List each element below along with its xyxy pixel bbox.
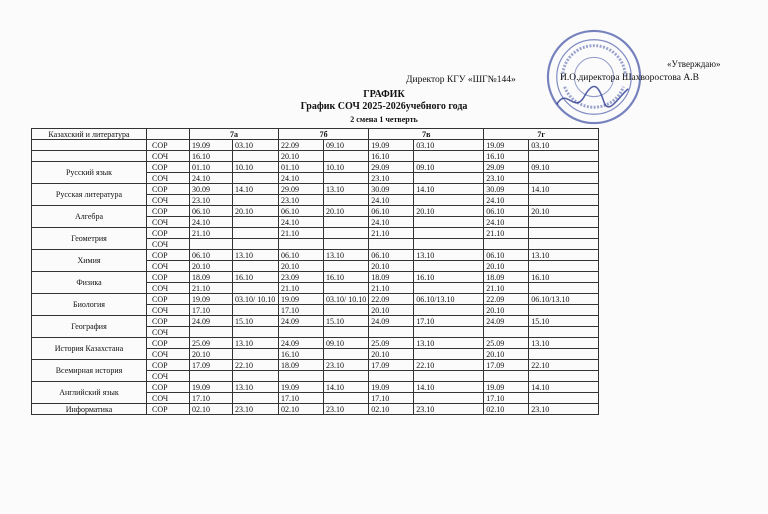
date-cell <box>233 349 279 360</box>
assessment-type: СОЧ <box>147 195 190 206</box>
date-cell: 24.10 <box>369 217 414 228</box>
class-header-0: 7а <box>190 129 279 140</box>
date-cell: 13.10 <box>529 338 599 349</box>
table-row <box>32 250 599 261</box>
date-cell <box>529 151 599 162</box>
assessment-type: СОЧ <box>147 239 190 250</box>
date-cell: 09.10 <box>324 338 369 349</box>
date-cell <box>414 371 484 382</box>
assessment-type: СОР <box>147 140 190 151</box>
table-row <box>32 140 599 151</box>
table-row <box>32 184 599 195</box>
date-cell <box>279 239 324 250</box>
date-cell: 24.10 <box>190 217 233 228</box>
date-cell: 24.10 <box>369 195 414 206</box>
date-cell <box>233 239 279 250</box>
date-cell <box>484 371 529 382</box>
date-cell: 20.10 <box>369 349 414 360</box>
date-cell: 17.10 <box>414 316 484 327</box>
date-cell: 18.09 <box>279 360 324 371</box>
assessment-type: СОР <box>147 294 190 305</box>
subject-cell: Химия <box>32 250 147 272</box>
assessment-type: СОЧ <box>147 305 190 316</box>
assessment-type: СОЧ <box>147 217 190 228</box>
subject-cell: Английский язык <box>32 382 147 404</box>
date-cell: 24.09 <box>369 316 414 327</box>
assessment-type: СОЧ <box>147 371 190 382</box>
date-cell: 21.10 <box>369 283 414 294</box>
date-cell: 24.10 <box>279 173 324 184</box>
date-cell: 16.10 <box>529 272 599 283</box>
date-cell <box>529 239 599 250</box>
date-cell: 13.10 <box>324 250 369 261</box>
date-cell: 21.10 <box>279 283 324 294</box>
date-cell: 23.10 <box>484 173 529 184</box>
assessment-type: СОР <box>147 382 190 393</box>
date-cell: 21.10 <box>190 228 233 239</box>
date-cell: 21.10 <box>484 228 529 239</box>
assessment-type: СОР <box>147 162 190 173</box>
date-cell <box>324 217 369 228</box>
date-cell: 06.10 <box>369 206 414 217</box>
date-cell: 10.10 <box>233 162 279 173</box>
date-cell: 19.09 <box>190 140 233 151</box>
date-cell: 13.10 <box>414 338 484 349</box>
date-cell: 13.10 <box>414 250 484 261</box>
date-cell: 17.10 <box>190 305 233 316</box>
date-cell: 15.10 <box>233 316 279 327</box>
date-cell: 03.10 <box>233 140 279 151</box>
date-cell: 24.10 <box>484 195 529 206</box>
date-cell: 09.10 <box>324 140 369 151</box>
date-cell: 17.10 <box>279 305 324 316</box>
schedule-table <box>31 128 599 415</box>
subject-cell: Казахский и литература <box>32 129 147 140</box>
date-cell: 13.10 <box>233 338 279 349</box>
date-cell: 23.10 <box>279 195 324 206</box>
class-header-3: 7г <box>484 129 599 140</box>
date-cell: 20.10 <box>484 261 529 272</box>
date-cell <box>324 349 369 360</box>
date-cell: 15.10 <box>529 316 599 327</box>
date-cell <box>414 195 484 206</box>
date-cell: 22.10 <box>529 360 599 371</box>
date-cell <box>190 239 233 250</box>
date-cell: 17.10 <box>190 393 233 404</box>
subject-cell: Алгебра <box>32 206 147 228</box>
date-cell: 24.09 <box>190 316 233 327</box>
date-cell: 14.10 <box>414 184 484 195</box>
date-cell <box>279 327 324 338</box>
subject-cell: Физика <box>32 272 147 294</box>
date-cell: 21.10 <box>190 283 233 294</box>
date-cell: 25.09 <box>484 338 529 349</box>
date-cell: 19.09 <box>190 382 233 393</box>
date-cell: 21.10 <box>484 283 529 294</box>
date-cell <box>233 151 279 162</box>
date-cell: 01.10 <box>190 162 233 173</box>
date-cell: 25.09 <box>190 338 233 349</box>
date-cell: 21.10 <box>279 228 324 239</box>
assessment-type: СОР <box>147 228 190 239</box>
date-cell: 29.09 <box>369 162 414 173</box>
table-row <box>32 228 599 239</box>
date-cell: 06.10 <box>279 250 324 261</box>
date-cell <box>190 371 233 382</box>
date-cell: 14.10 <box>414 382 484 393</box>
date-cell: 15.10 <box>324 316 369 327</box>
date-cell <box>324 173 369 184</box>
subject-cell: Русская литература <box>32 184 147 206</box>
date-cell: 06.10 <box>484 250 529 261</box>
date-cell <box>233 327 279 338</box>
date-cell: 17.09 <box>190 360 233 371</box>
date-cell: 16.10 <box>324 272 369 283</box>
assessment-type: СОЧ <box>147 173 190 184</box>
class-header-row <box>32 129 599 140</box>
assessment-type: СОЧ <box>147 151 190 162</box>
date-cell <box>324 305 369 316</box>
class-header-1: 7б <box>279 129 369 140</box>
date-cell: 29.09 <box>484 162 529 173</box>
assessment-type: СОЧ <box>147 327 190 338</box>
date-cell: 18.09 <box>484 272 529 283</box>
date-cell <box>369 371 414 382</box>
date-cell: 19.09 <box>279 294 324 305</box>
assessment-type: СОЧ <box>147 349 190 360</box>
date-cell: 16.10 <box>414 272 484 283</box>
date-cell: 17.09 <box>484 360 529 371</box>
date-cell: 16.10 <box>233 272 279 283</box>
date-cell <box>414 349 484 360</box>
assessment-type: СОР <box>147 250 190 261</box>
date-cell <box>414 228 484 239</box>
date-cell: 20.10 <box>484 349 529 360</box>
date-cell: 02.10 <box>279 404 324 415</box>
date-cell: 20.10 <box>414 206 484 217</box>
date-cell: 02.10 <box>484 404 529 415</box>
date-cell <box>529 261 599 272</box>
date-cell <box>529 217 599 228</box>
date-cell: 19.09 <box>369 140 414 151</box>
date-cell: 14.10 <box>529 382 599 393</box>
date-cell: 19.09 <box>484 382 529 393</box>
table-row <box>32 316 599 327</box>
date-cell <box>233 283 279 294</box>
date-cell <box>233 393 279 404</box>
table-row <box>32 382 599 393</box>
date-cell: 16.10 <box>484 151 529 162</box>
date-cell: 03.10 <box>529 140 599 151</box>
date-cell: 20.10 <box>233 206 279 217</box>
class-header-2: 7в <box>369 129 484 140</box>
date-cell: 20.10 <box>529 206 599 217</box>
date-cell: 01.10 <box>279 162 324 173</box>
date-cell: 19.09 <box>484 140 529 151</box>
date-cell: 13.10 <box>324 184 369 195</box>
date-cell: 23.10 <box>414 404 484 415</box>
assessment-type: СОР <box>147 316 190 327</box>
date-cell: 24.09 <box>279 338 324 349</box>
date-cell: 13.10 <box>233 250 279 261</box>
date-cell: 06.10 <box>190 250 233 261</box>
date-cell <box>529 393 599 404</box>
shift-label: 2 смена 1 четверть <box>350 115 418 124</box>
date-cell: 06.10/13.10 <box>529 294 599 305</box>
assessment-type: СОР <box>147 338 190 349</box>
date-cell <box>414 283 484 294</box>
date-cell <box>324 228 369 239</box>
date-cell: 16.10 <box>190 151 233 162</box>
table-row <box>32 151 599 162</box>
date-cell <box>279 371 324 382</box>
date-cell <box>529 228 599 239</box>
assessment-type: СОР <box>147 206 190 217</box>
date-cell <box>369 239 414 250</box>
date-cell: 14.10 <box>233 184 279 195</box>
date-cell <box>233 305 279 316</box>
date-cell: 20.10 <box>190 349 233 360</box>
assessment-type: СОР <box>147 272 190 283</box>
table-row <box>32 272 599 283</box>
date-cell: 24.10 <box>484 217 529 228</box>
date-cell <box>233 217 279 228</box>
date-cell <box>233 261 279 272</box>
assessment-type: СОЧ <box>147 283 190 294</box>
subject-cell: Всемирная история <box>32 360 147 382</box>
date-cell <box>369 327 414 338</box>
date-cell: 13.10 <box>233 382 279 393</box>
date-cell: 20.10 <box>279 151 324 162</box>
date-cell: 10.10 <box>324 162 369 173</box>
date-cell <box>414 217 484 228</box>
date-cell: 20.10 <box>190 261 233 272</box>
date-cell <box>529 371 599 382</box>
subject-cell: Информатика <box>32 404 147 415</box>
date-cell <box>324 327 369 338</box>
date-cell: 23.10 <box>369 173 414 184</box>
table-row <box>32 294 599 305</box>
date-cell: 21.10 <box>369 228 414 239</box>
date-cell <box>324 393 369 404</box>
date-cell <box>414 239 484 250</box>
document-title: ГРАФИК <box>363 89 405 100</box>
date-cell: 22.10 <box>233 360 279 371</box>
assessment-type: СОЧ <box>147 393 190 404</box>
acting-director-label: И.О.директора Шахворостова А.В <box>560 73 699 83</box>
date-cell <box>190 327 233 338</box>
date-cell <box>414 393 484 404</box>
subject-cell: Геометрия <box>32 228 147 250</box>
date-cell: 09.10 <box>529 162 599 173</box>
date-cell: 23.10 <box>324 360 369 371</box>
date-cell <box>529 327 599 338</box>
date-cell: 30.09 <box>484 184 529 195</box>
date-cell <box>484 239 529 250</box>
assessment-type: СОР <box>147 184 190 195</box>
date-cell: 19.09 <box>369 382 414 393</box>
date-cell: 13.10 <box>529 250 599 261</box>
table-row <box>32 162 599 173</box>
date-cell: 06.10 <box>484 206 529 217</box>
date-cell: 17.10 <box>369 393 414 404</box>
date-cell <box>529 349 599 360</box>
date-cell: 24.10 <box>279 217 324 228</box>
date-cell: 25.09 <box>369 338 414 349</box>
table-row <box>32 206 599 217</box>
date-cell: 20.10 <box>279 261 324 272</box>
date-cell: 23.10 <box>529 404 599 415</box>
date-cell: 30.09 <box>190 184 233 195</box>
subject-cell: Биология <box>32 294 147 316</box>
date-cell: 06.10 <box>190 206 233 217</box>
date-cell: 20.10 <box>369 261 414 272</box>
approval-label: «Утверждаю» <box>667 59 721 69</box>
table-row <box>32 404 599 415</box>
date-cell: 20.10 <box>484 305 529 316</box>
date-cell: 16.10 <box>279 349 324 360</box>
date-cell <box>529 305 599 316</box>
director-label: Директор КГУ «ШГ№144» <box>406 75 516 85</box>
date-cell <box>529 283 599 294</box>
date-cell <box>324 261 369 272</box>
date-cell <box>233 228 279 239</box>
table-row <box>32 360 599 371</box>
date-cell: 09.10 <box>414 162 484 173</box>
date-cell <box>529 173 599 184</box>
date-cell: 22.10 <box>414 360 484 371</box>
date-cell <box>414 151 484 162</box>
date-cell: 17.10 <box>279 393 324 404</box>
document-subtitle: График СОЧ 2025-2026учебного года <box>300 101 468 112</box>
date-cell: 23.09 <box>279 272 324 283</box>
date-cell: 19.09 <box>279 382 324 393</box>
assessment-type: СОЧ <box>147 261 190 272</box>
date-cell: 23.10 <box>190 195 233 206</box>
date-cell: 22.09 <box>369 294 414 305</box>
date-cell: 22.09 <box>484 294 529 305</box>
date-cell <box>233 195 279 206</box>
date-cell: 23.10 <box>324 404 369 415</box>
date-cell <box>324 283 369 294</box>
table-row <box>32 338 599 349</box>
date-cell: 06.10/13.10 <box>414 294 484 305</box>
date-cell <box>324 151 369 162</box>
date-cell: 24.10 <box>190 173 233 184</box>
date-cell: 03.10 <box>414 140 484 151</box>
date-cell: 18.09 <box>190 272 233 283</box>
date-cell <box>414 327 484 338</box>
date-cell <box>414 173 484 184</box>
date-cell <box>324 371 369 382</box>
date-cell: 30.09 <box>369 184 414 195</box>
date-cell: 17.09 <box>369 360 414 371</box>
date-cell: 20.10 <box>324 206 369 217</box>
date-cell: 14.10 <box>529 184 599 195</box>
date-cell <box>324 195 369 206</box>
date-cell: 16.10 <box>369 151 414 162</box>
subject-cell: География <box>32 316 147 338</box>
assessment-type: СОР <box>147 404 190 415</box>
date-cell: 22.09 <box>279 140 324 151</box>
date-cell: 14.10 <box>324 382 369 393</box>
date-cell: 06.10 <box>369 250 414 261</box>
date-cell: 03.10/ 10.10 <box>324 294 369 305</box>
date-cell: 23.10 <box>233 404 279 415</box>
date-cell: 03.10/ 10.10 <box>233 294 279 305</box>
date-cell <box>529 195 599 206</box>
date-cell: 18.09 <box>369 272 414 283</box>
date-cell <box>414 305 484 316</box>
date-cell <box>233 371 279 382</box>
date-cell: 24.09 <box>484 316 529 327</box>
date-cell: 06.10 <box>279 206 324 217</box>
date-cell <box>233 173 279 184</box>
date-cell <box>484 327 529 338</box>
date-cell <box>414 261 484 272</box>
assessment-type: СОР <box>147 360 190 371</box>
date-cell: 02.10 <box>190 404 233 415</box>
date-cell <box>324 239 369 250</box>
date-cell: 19.09 <box>190 294 233 305</box>
date-cell: 20.10 <box>369 305 414 316</box>
subject-cell: Русский язык <box>32 162 147 184</box>
date-cell: 24.09 <box>279 316 324 327</box>
subject-cell: История Казахстана <box>32 338 147 360</box>
date-cell: 17.10 <box>484 393 529 404</box>
date-cell: 29.09 <box>279 184 324 195</box>
date-cell: 02.10 <box>369 404 414 415</box>
